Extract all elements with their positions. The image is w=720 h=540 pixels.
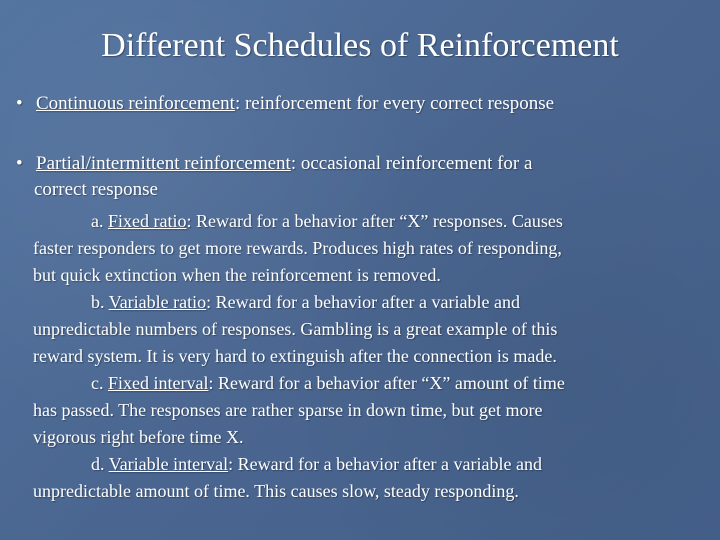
schedule-list bbox=[33, 208, 693, 505]
definition-partial-cont: correct response bbox=[34, 179, 158, 200]
subitem-text: unpredictable numbers of responses. Gambling is a great example of this bbox=[33, 319, 558, 339]
subitem-text: faster responders to get more rewards. Produces high rates of responding, bbox=[33, 238, 562, 258]
term-fixed-ratio: Fixed ratio bbox=[108, 211, 187, 231]
subitem-text: unpredictable amount of time. This causes slow, steady responding. bbox=[33, 481, 519, 501]
subitem-text: has passed. The responses are rather sparse in down time, but get more bbox=[33, 400, 543, 420]
subitem-variable-interval bbox=[33, 451, 693, 505]
slide-title: Different Schedules of Reinforcement bbox=[101, 27, 619, 64]
subitem-letter: c. bbox=[91, 373, 104, 393]
subitem-letter: a. bbox=[91, 211, 104, 231]
subitem-variable-ratio bbox=[33, 289, 693, 370]
subitem-fixed-interval bbox=[33, 370, 693, 451]
subitem-text: : Reward for a behavior after a variable and bbox=[206, 292, 520, 312]
subitem-letter: d. bbox=[91, 454, 105, 474]
subitem-text: vigorous right before time X. bbox=[33, 427, 244, 447]
subitem-fixed-ratio bbox=[33, 208, 693, 289]
subitem-text: : Reward for a behavior after “X” responses. Causes bbox=[186, 211, 563, 231]
bullet-continuous bbox=[16, 91, 706, 117]
subitem-text: : Reward for a behavior after “X” amount of time bbox=[208, 373, 565, 393]
subitem-text: but quick extinction when the reinforcement is removed. bbox=[33, 265, 441, 285]
subitem-text: reward system. It is very hard to extinguish after the connection is made. bbox=[33, 346, 557, 366]
definition-partial: : occasional reinforcement for a bbox=[290, 153, 533, 174]
term-partial: Partial/intermittent reinforcement bbox=[36, 153, 291, 174]
definition-continuous: : reinforcement for every correct response bbox=[234, 93, 555, 114]
term-variable-ratio: Variable ratio bbox=[108, 292, 207, 312]
bullet-dot: • bbox=[16, 153, 23, 174]
bullet-dot: • bbox=[16, 93, 23, 114]
term-fixed-interval: Fixed interval bbox=[108, 373, 209, 393]
term-continuous: Continuous reinforcement bbox=[36, 93, 235, 114]
subitem-text: : Reward for a behavior after a variable and bbox=[228, 454, 542, 474]
subitem-letter: b. bbox=[91, 292, 105, 312]
bullet-partial bbox=[16, 151, 706, 203]
term-variable-interval: Variable interval bbox=[108, 454, 229, 474]
